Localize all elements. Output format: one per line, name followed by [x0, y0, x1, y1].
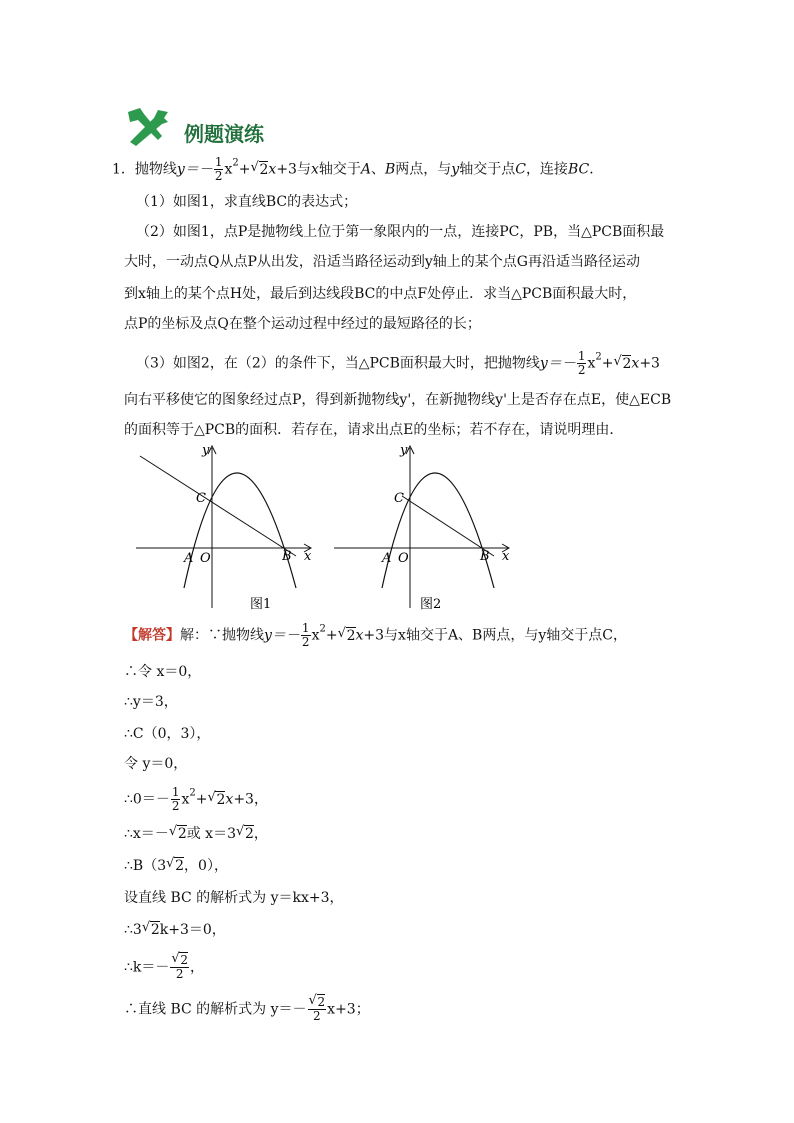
- solution-tag: 【解答】: [124, 627, 180, 644]
- question-3-line-2: 向右平移使它的图象经过点P，得到新抛物线y'，在新抛物线y'上是否存在点E，使△ECB: [124, 392, 672, 408]
- step-5: ∴0＝－ $\frac{1}{2}$ $x^2+$ √ 2x+3，: [124, 785, 268, 813]
- tools-icon: [122, 106, 174, 148]
- point-b-label: B: [480, 549, 490, 564]
- point-c-label: C: [394, 491, 404, 506]
- step-8: 设直线 BC 的解析式为 y＝kx+3，: [124, 890, 344, 906]
- axis-y-label: y: [202, 443, 210, 458]
- figure-2: [332, 438, 522, 613]
- point-b-label: B: [282, 549, 292, 564]
- axis-x-label: x: [502, 549, 510, 564]
- origin-label: O: [398, 551, 409, 566]
- figure-1: [134, 438, 324, 613]
- point-a-label: A: [184, 551, 194, 566]
- step-10: ∴k＝－ √ 2 2 ，: [124, 951, 205, 981]
- step-2: ∴y＝3，: [124, 694, 178, 710]
- question-3-line-1: （3）如图2，在（2）的条件下，当△PCB面积最大时，把抛物线y＝－ $\frac{1}{2}$ $x^2+$ √ 2x+3: [136, 349, 660, 377]
- solution-lead: 【解答】解：∵抛物线y＝－ $\frac{1}{2}$ $x^2+$ √ 2x+3与x轴交于A、B两点，与y轴交于点C，: [124, 621, 627, 649]
- section-heading: 例题演练: [184, 122, 264, 146]
- problem-line-1: 1．抛物线y＝－ $\frac{1}{2}$ $x^2+$ √ 2x+3与x轴交于A、B两点，与y轴交于点C，连接BC．: [112, 155, 604, 183]
- step-4: 令 y＝0，: [124, 756, 188, 772]
- question-2-line-1: （2）如图1，点P是抛物线上位于第一象限内的一点，连接PC，PB，当△PCB面积最: [136, 224, 665, 240]
- step-11: ∴直线 BC 的解析式为 y＝－ √ 2 2 x+3；: [124, 993, 370, 1023]
- step-3: ∴C（0，3），: [124, 726, 211, 742]
- step-1: ∴令 x＝0，: [124, 664, 202, 680]
- question-2-line-4: 点P的坐标及点Q在整个运动过程中经过的最短路径的长；: [124, 316, 481, 332]
- step-6: ∴x＝－ √ 2或 x＝3 √ 2，: [124, 824, 268, 842]
- axis-y-label: y: [400, 443, 408, 458]
- figure-2-caption: 图2: [420, 597, 442, 612]
- step-9: ∴3 √ 2k+3＝0，: [124, 920, 226, 938]
- question-2-line-3: 到x轴上的某个点H处，最后到达线段BC的中点F处停止．求当△PCB面积最大时，: [124, 286, 637, 302]
- question-1: （1）如图1，求直线BC的表达式；: [136, 194, 358, 210]
- step-7: ∴B（3 √ 2，0），: [124, 856, 228, 874]
- point-c-label: C: [196, 491, 206, 506]
- axis-x-label: x: [304, 549, 312, 564]
- question-2-line-2: 大时，一动点Q从点P从出发，沿适当路径运动到y轴上的某个点G再沿适当路径运动: [124, 254, 640, 270]
- origin-label: O: [200, 551, 211, 566]
- question-3-line-3: 的面积等于△PCB的面积．若存在，请求出点E的坐标；若不存在，请说明理由．: [124, 422, 624, 438]
- point-a-label: A: [382, 551, 392, 566]
- figure-1-caption: 图1: [250, 597, 272, 612]
